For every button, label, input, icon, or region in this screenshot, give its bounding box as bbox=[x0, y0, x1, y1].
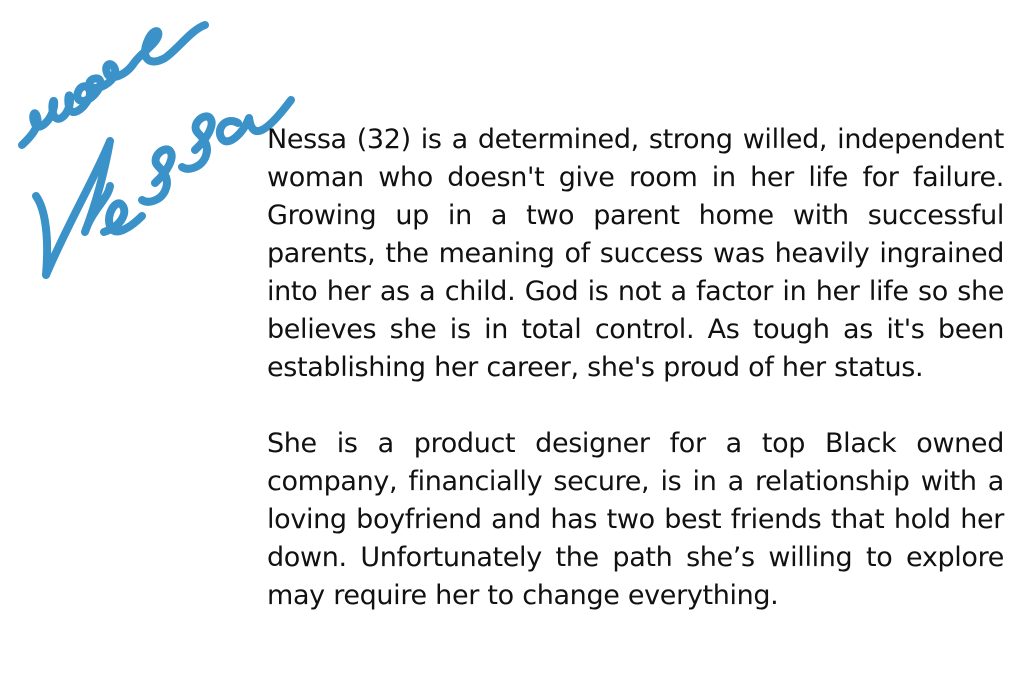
character-description bbox=[267, 121, 1004, 615]
description-paragraph-2: She is a product designer for a top Black owned company, financially secure, is in a relationship with a loving boyfriend and has two best friends that hold her down. Unfortunately the path she’s willing to explore may require her to change everything. bbox=[267, 428, 1004, 611]
meet-nessa-script-heading bbox=[0, 0, 300, 300]
description-paragraph-1: Nessa (32) is a determined, strong willed, independent woman who doesn't give room in her life for failure. Growing up in a two parent home with successful parents, the meaning of success was heavily ingrained into her as a child. God is not a factor in her life so she believes she is in total control. As tough as it's been establishing her career, she's proud of her status. bbox=[267, 124, 1004, 383]
script-heading-drawing bbox=[0, 0, 300, 300]
